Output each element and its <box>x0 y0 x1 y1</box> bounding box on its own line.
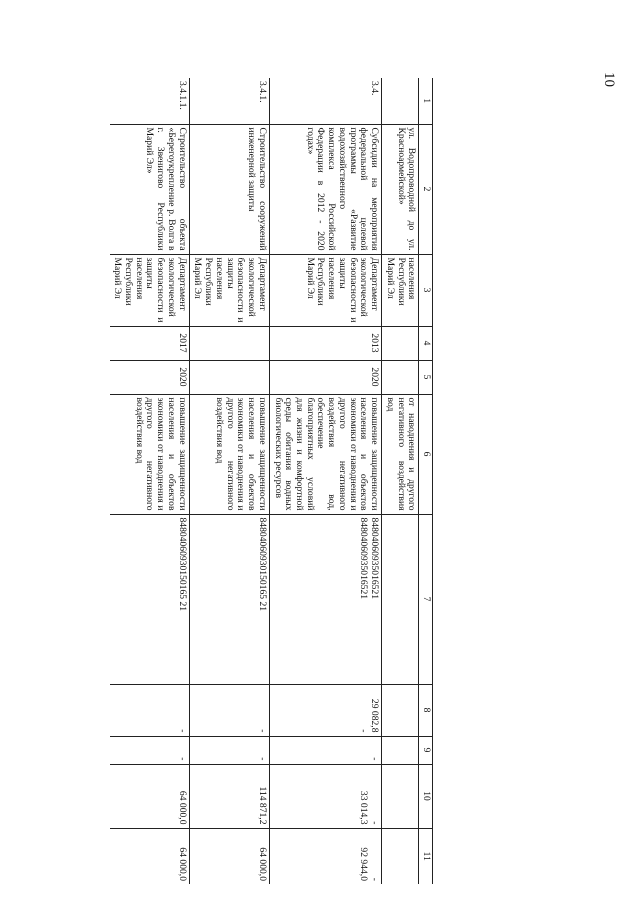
program-table <box>110 78 433 884</box>
column-number: 3 <box>419 254 433 326</box>
value-col-11 <box>382 828 419 884</box>
end-year <box>189 360 269 394</box>
value-col-10: 114 871,2 <box>189 764 269 828</box>
end-year: 2020 <box>110 360 190 394</box>
column-number: 2 <box>419 124 433 254</box>
budget-code: 84804060935016521 84804060935016521 <box>269 514 381 684</box>
expected-result: повышение защищенности населения и объектов экономики от наводнения и другого негативного воздействия вод, обеспечение благоприятных условий для жизни и комфортной среды обитания водных биологических ресурсов <box>269 394 381 514</box>
column-number: 9 <box>419 736 433 764</box>
value-col-11: 64 000,0 <box>110 828 190 884</box>
value-col-8: - <box>189 684 269 736</box>
value-col-8: - <box>110 684 190 736</box>
column-number: 7 <box>419 514 433 684</box>
value-col-9: - <box>269 736 381 764</box>
start-year: 2013 <box>269 326 381 360</box>
budget-code: 84804060930150165 21 <box>110 514 190 684</box>
value-col-11: 64 000,0 <box>189 828 269 884</box>
responsible-executor: Департамент экологической безопасности и защиты населения Республики Марий Эл <box>110 254 190 326</box>
table-row <box>110 78 190 884</box>
row-number: 3.4. <box>269 78 381 124</box>
column-numbers-row <box>419 78 433 884</box>
responsible-executor: населения Республики Марий Эл <box>382 254 419 326</box>
column-number: 10 <box>419 764 433 828</box>
activity-name: Строительство сооружений инженерной защиты <box>189 124 269 254</box>
column-number: 8 <box>419 684 433 736</box>
budget-code: 84804060930150165 21 <box>189 514 269 684</box>
row-number <box>382 78 419 124</box>
row-number: 3.4.1. <box>189 78 269 124</box>
expected-result: от наводнения и другого негативного воздействия вод <box>382 394 419 514</box>
value-col-9: - <box>110 736 190 764</box>
responsible-executor: Департамент экологической безопасности и защиты населения Республики Марий Эл <box>189 254 269 326</box>
page-number: 10 <box>601 72 617 87</box>
responsible-executor: Департамент экологической безопасности и защиты населения Республики Марий Эл <box>269 254 381 326</box>
activity-name: Строительство объекта «Берегоукрепление р. Волга в г. Звенигово Республики Марий Эл» <box>110 124 190 254</box>
value-col-8: 29 082,8 - <box>269 684 381 736</box>
start-year <box>382 326 419 360</box>
column-number: 5 <box>419 360 433 394</box>
budget-code <box>382 514 419 684</box>
expected-result: повышение защищенности населения и объектов экономики от наводнения и другого негативного воздействия вод <box>110 394 190 514</box>
end-year: 2020 <box>269 360 381 394</box>
row-number: 3.4.1.1. <box>110 78 190 124</box>
value-col-9: - <box>189 736 269 764</box>
table-row <box>269 78 381 884</box>
value-col-10: 64 000,0 <box>110 764 190 828</box>
value-col-10 <box>382 764 419 828</box>
value-col-11: - 92 944,0 <box>269 828 381 884</box>
column-number: 6 <box>419 394 433 514</box>
activity-name: Субсидии на мероприятия федеральной целевой программы «Развитие водохозяйственного комплекса Российской Федерации в 2012 - 2020 годах» <box>269 124 381 254</box>
start-year: 2017 <box>110 326 190 360</box>
expected-result: повышение защищенности населения и объектов экономики от наводнения и другого негативного воздействия вод <box>189 394 269 514</box>
table-row <box>382 78 419 884</box>
value-col-9 <box>382 736 419 764</box>
activity-name: ул. Водопроводной до ул. Красноармейской» <box>382 124 419 254</box>
column-number: 1 <box>419 78 433 124</box>
column-number: 11 <box>419 828 433 884</box>
value-col-10: - 33 014,3 <box>269 764 381 828</box>
column-number: 4 <box>419 326 433 360</box>
value-col-8 <box>382 684 419 736</box>
start-year <box>189 326 269 360</box>
table-row <box>189 78 269 884</box>
end-year <box>382 360 419 394</box>
